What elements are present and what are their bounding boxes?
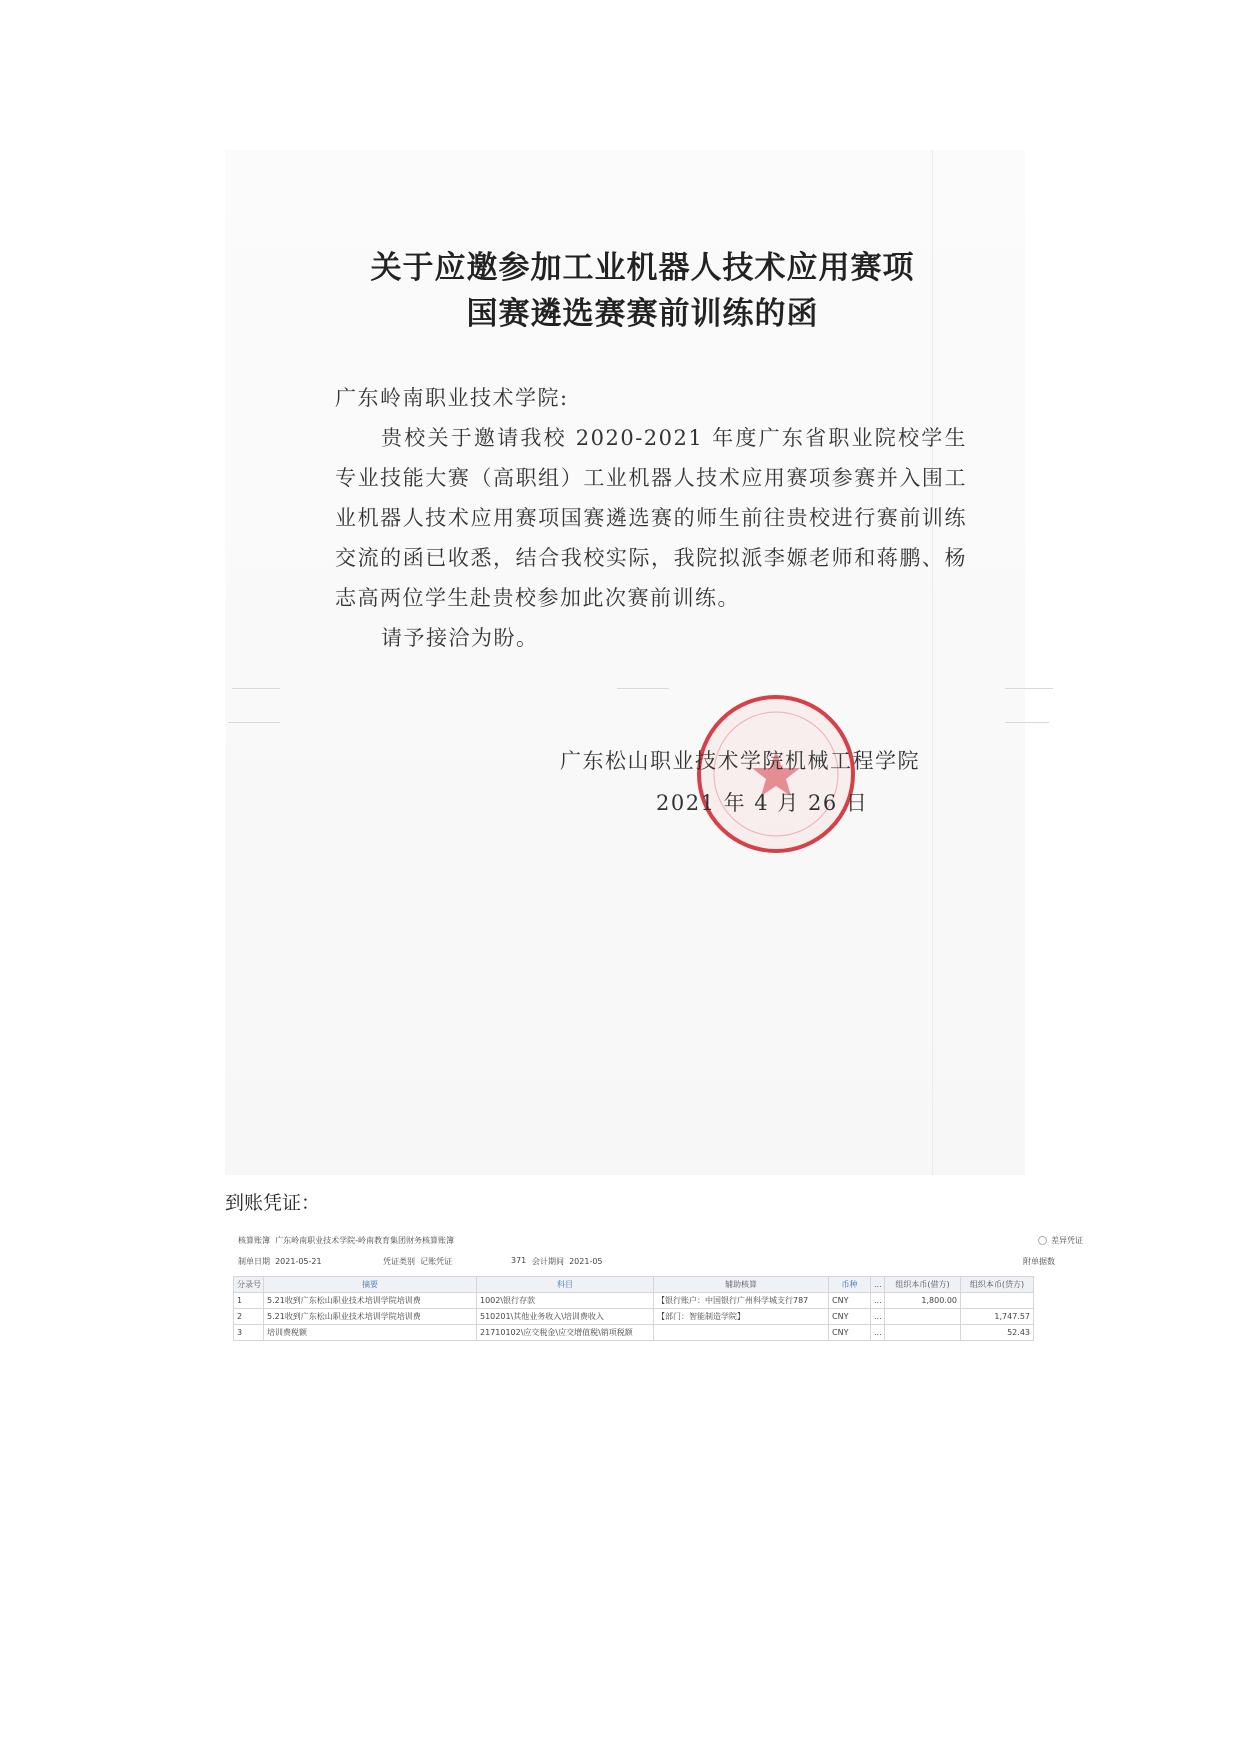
cell-currency: CNY (829, 1325, 871, 1341)
scan-artifact (228, 722, 280, 723)
letter-title-line1: 关于应邀参加工业机器人技术应用赛项 (370, 250, 915, 286)
cell-currency: CNY (829, 1309, 871, 1325)
letter-closing: 请予接洽为盼。 (381, 626, 539, 650)
cell-debit (885, 1325, 961, 1341)
attachments-label: 附单据数 (1023, 1257, 1055, 1266)
voucher-entries-table (233, 1276, 1082, 1341)
radio-icon[interactable] (1038, 1236, 1047, 1245)
column-header[interactable]: 辅助核算 (654, 1277, 829, 1293)
column-header[interactable]: 分录号 (234, 1277, 264, 1293)
cell-more[interactable]: ... (871, 1293, 885, 1309)
column-header[interactable]: 币种 (829, 1277, 871, 1293)
cell-summary: 5.21收到广东松山职业技术培训学院培训费 (264, 1309, 477, 1325)
voucher-period-field (532, 1256, 603, 1267)
table-row[interactable] (234, 1309, 1082, 1325)
cell-currency: CNY (829, 1293, 871, 1309)
ledger-label: 核算账簿 (238, 1236, 270, 1245)
header-filler (1034, 1277, 1082, 1293)
scan-artifact (617, 688, 669, 689)
column-header[interactable]: ... (871, 1277, 885, 1293)
cell-account: 1002\银行存款 (477, 1293, 654, 1309)
cell-summary: 5.21收到广东松山职业技术培训学院培训费 (264, 1293, 477, 1309)
column-header[interactable]: 科目 (477, 1277, 654, 1293)
column-header[interactable]: 摘要 (264, 1277, 477, 1293)
date-value[interactable]: 2021-05-21 (275, 1257, 322, 1266)
column-header[interactable]: 组织本币(借方) (885, 1277, 961, 1293)
cell-credit: 1,747.57 (961, 1309, 1034, 1325)
period-label: 会计期间 (532, 1257, 564, 1266)
date-label: 制单日期 (238, 1257, 270, 1266)
row-filler (1034, 1325, 1082, 1341)
voucher-number[interactable]: 371 (511, 1256, 527, 1265)
scan-artifact (232, 688, 280, 689)
signature-date: 2021 年 4 月 26 日 (656, 791, 869, 815)
ledger-row (238, 1235, 454, 1246)
table-header-row (234, 1277, 1082, 1293)
cell-account: 510201\其他业务收入\培训费收入 (477, 1309, 654, 1325)
cell-debit (885, 1309, 961, 1325)
cell-more[interactable]: ... (871, 1309, 885, 1325)
cell-credit (961, 1293, 1034, 1309)
cell-credit: 52.43 (961, 1325, 1034, 1341)
type-label: 凭证类别 (383, 1257, 415, 1266)
scan-artifact (1005, 722, 1049, 723)
row-filler (1034, 1293, 1082, 1309)
table-row[interactable] (234, 1293, 1082, 1309)
cell-auxiliary: 【部门：智能制造学院】 (654, 1309, 829, 1325)
ledger-value: 广东岭南职业技术学院-岭南教育集团财务核算账簿 (275, 1236, 454, 1245)
row-filler (1034, 1309, 1082, 1325)
letter-title-line2: 国赛遴选赛赛前训练的函 (466, 296, 819, 332)
diff-voucher-toggle[interactable]: 差异凭证 (1038, 1235, 1083, 1246)
cell-account: 21710102\应交税金\应交增值税\销项税额 (477, 1325, 654, 1341)
voucher-date-field (238, 1256, 322, 1267)
cell-summary: 培训费税额 (264, 1325, 477, 1341)
cell-auxiliary (654, 1325, 829, 1341)
period-value[interactable]: 2021-05 (569, 1257, 603, 1266)
voucher-type-field (383, 1256, 452, 1267)
letter-signature-block (560, 740, 920, 824)
table-row[interactable] (234, 1325, 1082, 1341)
cell-debit: 1,800.00 (885, 1293, 961, 1309)
cell-auxiliary: 【银行账户：中国银行广州科学城支行787 (654, 1293, 829, 1309)
letter-salutation: 广东岭南职业技术学院: (335, 386, 569, 410)
cell-entry-no: 3 (234, 1325, 264, 1341)
letter-body (335, 378, 967, 658)
voucher-caption: 到账凭证： (225, 1192, 321, 1214)
voucher-screenshot (233, 1232, 1081, 1362)
letter-paragraph: 贵校关于邀请我校 2020-2021 年度广东省职业院校学生专业技能大赛（高职组）工业机器人技术应用赛项参赛并入围工业机器人技术应用赛项国赛遴选赛的师生前往贵校进行赛前训练交流的函已收悉，结合我校实际，我院拟派李嫄老师和蒋鹏、杨志高两位学生赴贵校参加此次赛前训练。 (335, 426, 967, 610)
column-header[interactable]: 组织本币(贷方) (961, 1277, 1034, 1293)
cell-entry-no: 1 (234, 1293, 264, 1309)
type-value[interactable]: 记账凭证 (420, 1257, 453, 1266)
scan-artifact (1005, 688, 1053, 689)
cell-more[interactable]: ... (871, 1325, 885, 1341)
signature-organization: 广东松山职业技术学院机械工程学院 (560, 749, 920, 773)
cell-entry-no: 2 (234, 1309, 264, 1325)
